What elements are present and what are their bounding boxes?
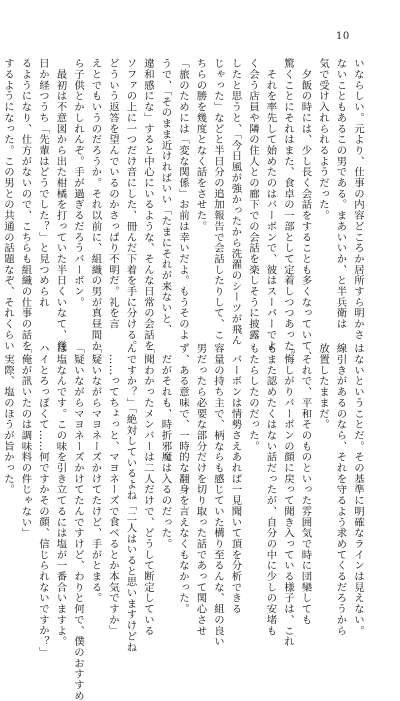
text-line: 驚くことにそれはまた、食卓の一部として定着しつつあった。 bbox=[282, 58, 294, 362]
text-line: んですか？」「絶対しているよね「二人はいると思いますけどね bbox=[124, 343, 137, 653]
text-line: はないということだ。その基準に明確なラインは見えない。 bbox=[352, 343, 364, 636]
text-line: バーボンは情勢さえあれば一見聞いて頂を分析できる bbox=[229, 343, 242, 615]
text-line: うで、「そのまま近ければいい「たまにそれが来ないと、 bbox=[159, 58, 172, 335]
text-line: 気で受け入れられるようだった。 bbox=[317, 58, 329, 221]
text-line: るようになり、仕方がないので、こちらも組織の仕事の話を bbox=[19, 58, 32, 351]
text-line: それで、平和そのものといった雰囲気で時に団欒しても bbox=[299, 343, 312, 626]
text-line: 容量の持ち主で、柄ならも感じていた構り至るんな、組の良い bbox=[212, 343, 224, 647]
text-line: どういう返答を望んでいるのかさっぱり不明だ。礼を言 bbox=[107, 58, 119, 330]
text-line: 「聞わかったメンバーは二人だけで、どうして断定している bbox=[142, 343, 154, 636]
text-line: ハイとろっぽくて……何ですかその顔、信じられないですか？」 bbox=[37, 343, 49, 658]
text-line: 日か経つうち「先輩はどうでした？」と見つめられ bbox=[37, 58, 49, 308]
text-line: ちらの勝を幾度となく話をさせた。 bbox=[194, 58, 207, 232]
text-line: ず、ある意味で、一時的な翻身を言えなくもなかった。 bbox=[177, 343, 189, 615]
text-line: するようになった。この男との共通の話題なぞ、それくらい bbox=[2, 58, 14, 351]
text-line: 違和感にな」すると中心にいるような、そんな日常の会話を bbox=[142, 58, 154, 351]
text-line: じゃった」などと半日分の追加報告で会話したりして、こ bbox=[212, 58, 224, 341]
text-line: いならしい。元より、仕事の内容どころか居所すら明かさ bbox=[352, 58, 364, 341]
text-line: 「悔しがりバーボンの顔に戻って聞き入っている様子は、これ bbox=[282, 343, 294, 647]
text-line: 「俺が訊いたのは調味料の件じゃない」 bbox=[19, 343, 32, 539]
page-number: 10 bbox=[336, 31, 350, 42]
text-line: く会う店員や隣の住人との廊下での会話を楽しそうに披露 bbox=[247, 58, 259, 341]
text-line: ら子供とかしれんぞ。手が過ぎるだろうバーボン。 bbox=[72, 58, 84, 308]
text-line: 「旅のためには「変な関係」お前は幸いだよ。もうそのよ bbox=[177, 58, 189, 341]
bottom-text-block bbox=[2, 343, 366, 701]
text-line: ないこともあるこの男である。まあいいか、と半兵衛は bbox=[334, 58, 347, 330]
text-line: 線引きがあるのなら、それを守るよう求めてくるだろうから bbox=[334, 343, 347, 636]
text-line: ……ってちょっと、マヨネーズで食べるとか本気ですか」 bbox=[107, 343, 119, 636]
text-line: えとでもいうのだろうか。それ以前に、組織の男が真昼間か bbox=[89, 58, 102, 351]
text-line: 放置したままだ。 bbox=[317, 343, 329, 430]
text-line: 「疑いながらマヨネーズかけてたんですけど、わりと何で、僕のおすすめ bbox=[72, 343, 84, 701]
text-line: 「疑いながらマヨネーズかけてたけど、手がとまる。 bbox=[89, 343, 102, 604]
text-line: もたらしたのだった。 bbox=[247, 343, 259, 452]
text-line: したと思うと、「今日風が強かったから洗濯のシーツが飛ん bbox=[229, 58, 242, 346]
top-text-block bbox=[2, 58, 366, 362]
text-line: それを率先して始めたのはバーボンで、彼はスーパーでよ bbox=[264, 58, 277, 351]
text-line: 最初は不意図から出た柑橘を打っていた半日くいなて、幾 bbox=[54, 58, 67, 351]
text-line: 男だったら必要な部分だけを切り取った話であって関心させ bbox=[194, 343, 207, 636]
text-line: は塩なんです。この味を引き立てるには塩が一番合いますよ。 bbox=[54, 343, 67, 647]
text-line: だがそれも、時折邪魔は入るのだった。 bbox=[159, 343, 172, 550]
text-line: ソファの上に一つだけ音にした、冊んだ下着を手に分ける。 bbox=[124, 58, 137, 351]
text-line: 夕飯の時には、少し長く会話をすることも多くなっていて、 bbox=[299, 58, 312, 362]
text-line: もまた認めたくはない話だったが、自分の中に少しの安堵も bbox=[264, 343, 277, 636]
text-line: 実際、塩のほうが旨かった。 bbox=[2, 343, 14, 495]
